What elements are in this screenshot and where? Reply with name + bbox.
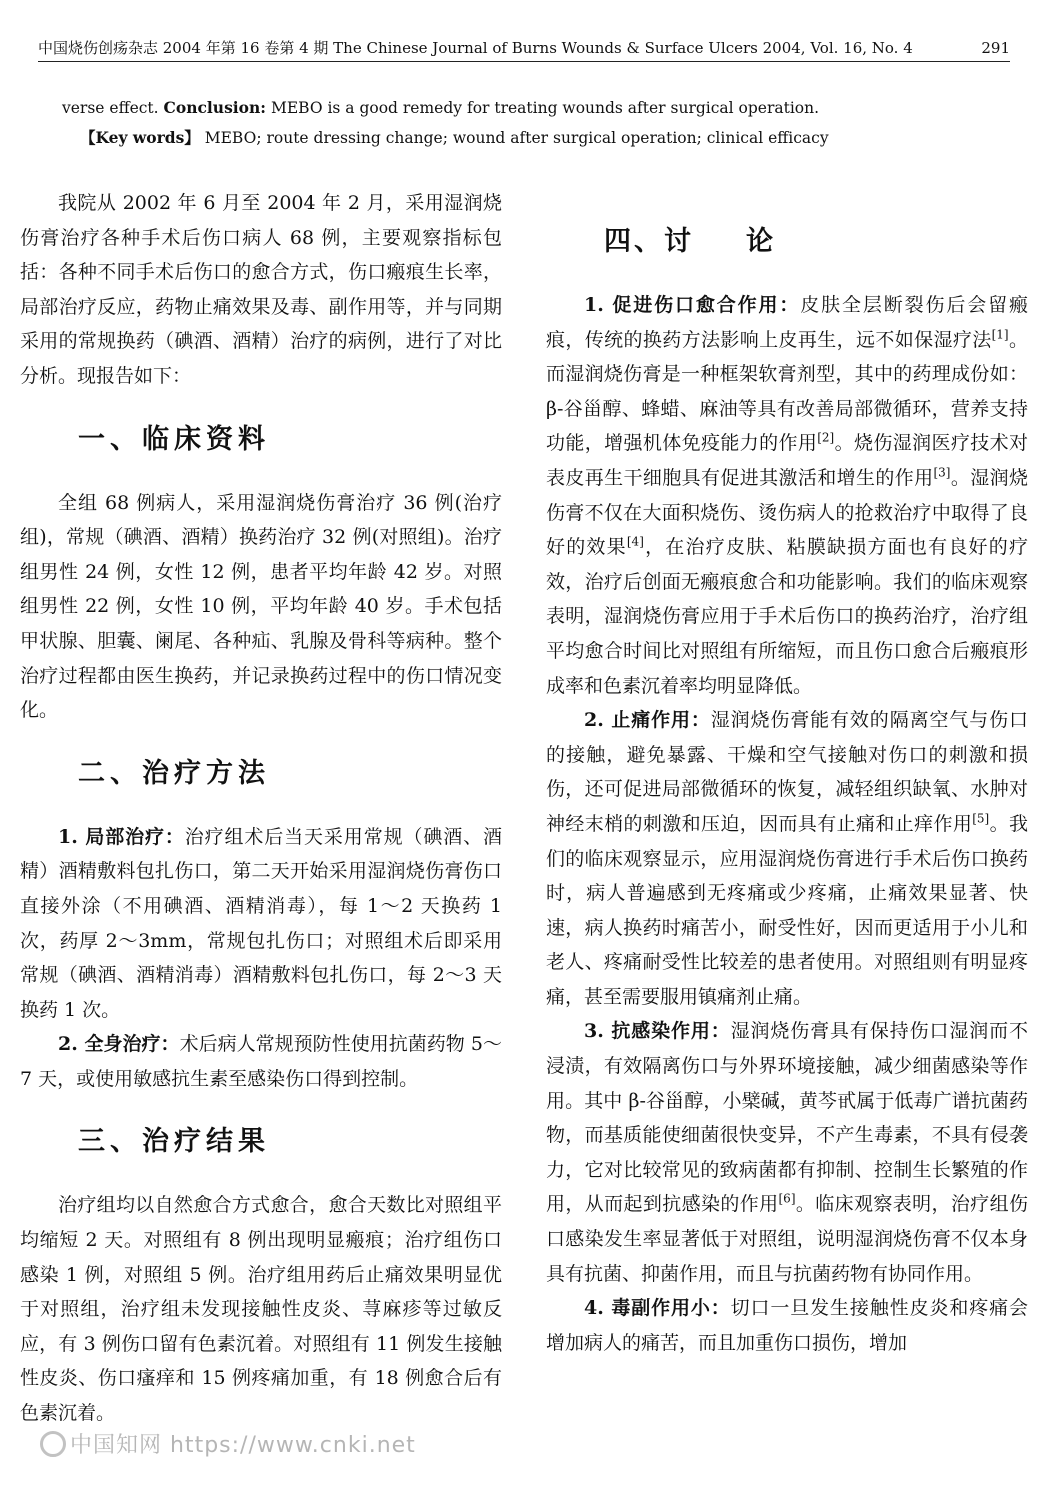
section-4-paragraph-4: 4. 毒副作用小：切口一旦发生接触性皮炎和疼痛会增加病人的痛苦，而且加重伤口损伤，增加 [546, 1297, 1028, 1354]
reference-1: [1] [991, 327, 1009, 342]
reference-3: [3] [933, 465, 951, 480]
intro-paragraph: 我院从 2002 年 6 月至 2004 年 2 月，采用湿润烧伤膏治疗各种手术后伤口病人 68 例，主要观察指标包括：各种不同手术后伤口的愈合方式，伤口瘢痕生长率，局部治疗反应，药物止痛效果及毒、副作用等，并与同期采用的常规换药（碘酒、酒精）治疗的病例，进行了对比分析。现报告如下： [20, 192, 502, 387]
abstract-tail [62, 93, 1002, 153]
section-2-title: 二、治疗方法 [78, 757, 270, 789]
keywords-text: MEBO; route dressing change; wound after surgical operation; clinical efficacy [204, 129, 829, 147]
conclusion-label: Conclusion: [163, 98, 267, 117]
section-4-paragraph-3: 3. 抗感染作用：湿润烧伤膏具有保持伤口湿润而不浸渍，有效隔离伤口与外界环境接触，减少细菌感染等作用。其中 β-谷甾醇，小檗碱，黄芩甙属于低毒广谱抗菌药物，而基质能使细菌很快变异，不产生毒素，不具有侵袭力，它对比较常见的致病菌都有抑制、控制生长繁殖的作用，从而起到抗感染的作用[6]。临床观察表明，治疗组伤口感染发生率显著低于对照组，说明湿润烧伤膏不仅本身具有抗菌、抑菌作用，而且与抗菌药物有协同作用。 [546, 1020, 1028, 1285]
conclusion-line: verse effect. Conclusion: MEBO is a good remedy for treating wounds after surgical operation. [62, 98, 820, 117]
running-header [38, 37, 1010, 62]
conclusion-text: MEBO is a good remedy for treating wounds after surgical operation. [270, 99, 820, 117]
reference-5: [5] [972, 811, 990, 826]
keywords-line [62, 123, 1002, 153]
cnki-watermark: 中国知网 https://www.cnki.net [40, 1428, 416, 1459]
section-3-title: 三、治疗结果 [78, 1126, 270, 1158]
page-number: 291 [981, 39, 1010, 57]
keywords-label: 【Key words】 [80, 128, 200, 147]
journal-citation: 中国烧伤创疡杂志 2004 年第 16 卷第 4 期 The Chinese Journal of Burns Wounds & Surface Ulcers 2004, Vol. 16, No. 4 [38, 39, 913, 57]
reference-6: [6] [778, 1192, 796, 1207]
section-1-text: 全组 68 例病人，采用湿润烧伤膏治疗 36 例(治疗组)，常规（碘酒、酒精）换药治疗 32 例(对照组)。治疗组男性 24 例，女性 12 例，患者平均年龄 42 岁。对照组男性 22 例，女性 10 例，平均年龄 40 岁。手术包括甲状腺、胆囊、阑尾、各种疝、乳腺及骨科等病种。整个治疗过程都由医生换药，并记录换药过程中的伤口情况变化。 [20, 491, 502, 722]
section-4-paragraph-1: 1. 促进伤口愈合作用：皮肤全层断裂伤后会留瘢痕，传统的换药方法影响上皮再生，远不如保湿疗法[1]。而湿润烧伤膏是一种框架软膏剂型，其中的药理成份如：β-谷甾醇、蜂蜡、麻油等具有改善局部微循环，营养支持功能，增强机体免疫能力的作用[2]。烧伤湿润医疗技术对表皮再生干细胞具有促进其激活和增生的作用[3]。湿润烧伤膏不仅在大面积烧伤、烫伤病人的抢救治疗中取得了良好的效果[4]，在治疗皮肤、粘膜缺损方面也有良好的疗效，治疗后创面无瘢痕愈合和功能影响。我们的临床观察表明，湿润烧伤膏应用于手术后伤口的换药治疗，治疗组平均愈合时间比对照组有所缩短，而且伤口愈合后瘢痕形成率和色素沉着率均明显降低。 [546, 294, 1028, 697]
reference-4: [4] [626, 534, 644, 549]
section-2-paragraph-2: 2. 全身治疗：术后病人常规预防性使用抗菌药物 5～7 天，或使用敏感抗生素至感染伤口得到控制。 [20, 1033, 502, 1090]
cnki-logo-icon [40, 1431, 66, 1457]
reference-2: [2] [817, 431, 835, 446]
left-column [20, 186, 502, 1431]
section-2-paragraph-1: 1. 局部治疗：治疗组术后当天采用常规（碘酒、酒精）酒精敷料包扎伤口，第二天开始采用湿润烧伤膏伤口直接外涂（不用碘酒、酒精消毒），每 1～2 天换药 1 次，药厚 2～3mm，常规包扎伤口；对照组术后即采用常规（碘酒、酒精消毒）酒精敷料包扎伤口，每 2～3 天换药 1 次。 [20, 825, 502, 1021]
section-4-paragraph-2: 2. 止痛作用：湿润烧伤膏能有效的隔离空气与伤口的接触，避免暴露、干燥和空气接触对伤口的刺激和损伤，还可促进局部微循环的恢复，减轻组织缺氧、水肿对神经末梢的刺激和压迫，因而具有止痛和止痒作用[5]。我们的临床观察显示，应用湿润烧伤膏进行手术后伤口换药时，病人普遍感到无疼痛或少疼痛，止痛效果显著、快速，病人换药时痛苦小，耐受性好，因而更适用于小儿和老人、疼痛耐受性比较差的患者使用。对照组则有明显疼痛，甚至需要服用镇痛剂止痛。 [546, 709, 1028, 1008]
section-4-title: 四、讨 论 [604, 226, 776, 257]
section-3-text: 治疗组均以自然愈合方式愈合，愈合天数比对照组平均缩短 2 天。对照组有 8 例出现明显瘢痕；治疗组伤口感染 1 例，对照组 5 例。治疗组用药后止痛效果明显优于对照组，治疗组未发现接触性皮炎、荨麻疹等过敏反应，有 3 例伤口留有色素沉着。对照组有 11 例发生接触性皮炎、伤口瘙痒和 15 例疼痛加重，有 18 例愈合后有色素沉着。 [20, 1194, 502, 1425]
right-column [546, 222, 1028, 1360]
section-1-title: 一、临床资料 [78, 423, 270, 455]
